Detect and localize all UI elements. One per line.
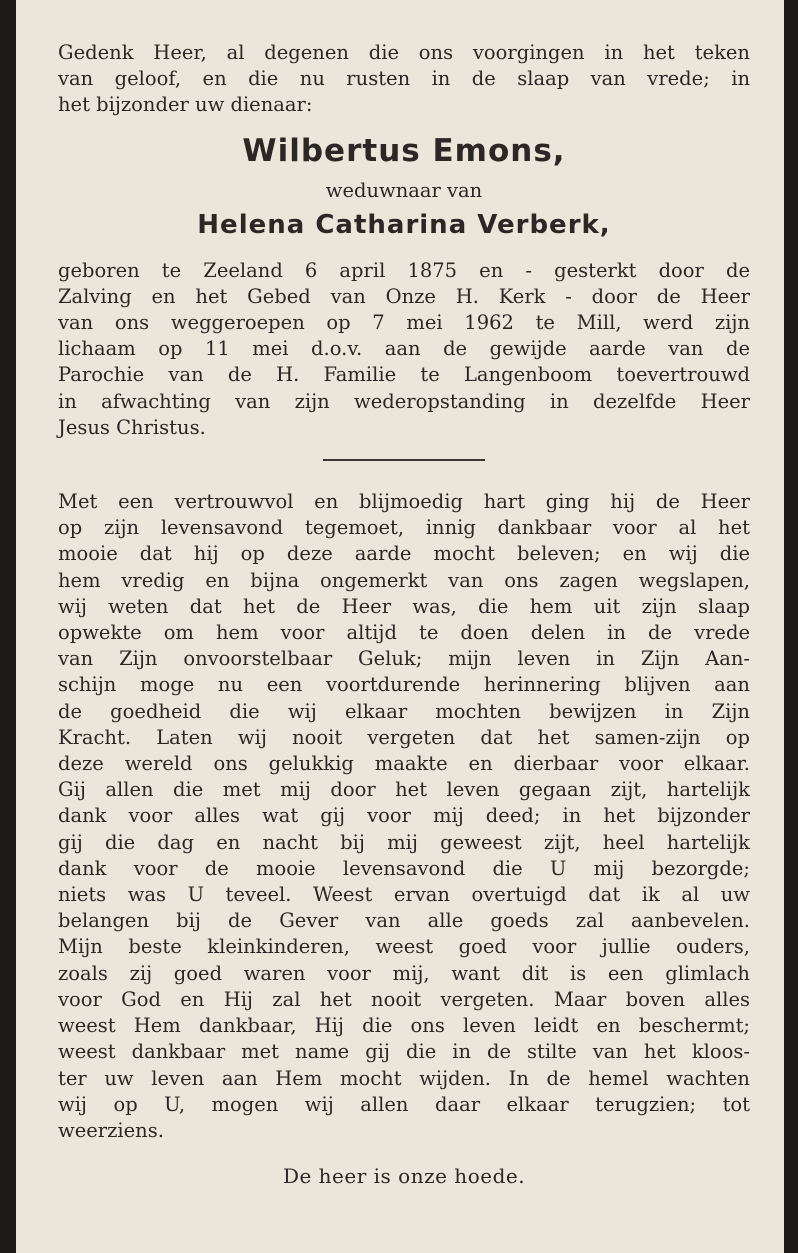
intro-prayer (58, 40, 750, 119)
message-line: Gij allen die met mij door het leven gegaan zijt, hartelijk (58, 778, 750, 802)
message-line: Mijn beste kleinkinderen, weest goed voor jullie ouders, (58, 935, 750, 959)
message-line: ter uw leven aan Hem mocht wijden. In de hemel wachten (58, 1066, 750, 1090)
biography-line: Jesus Christus. (58, 415, 206, 439)
farewell-message (58, 489, 750, 1144)
intro-line: het bijzonder uw dienaar: (58, 93, 313, 117)
biography-line: van ons weggeroepen op 7 mei 1962 te Mill, werd zijn (58, 311, 750, 335)
message-line: deze wereld ons gelukkig maakte en dierbaar voor elkaar. (58, 752, 750, 776)
closing-motto: De heer is onze hoede. (282, 1164, 526, 1189)
message-line: schijn moge nu een voortdurende herinnering blijven aan (58, 673, 750, 697)
message-line: weest Hem dankbaar, Hij die ons leven leidt en beschermt; (58, 1014, 750, 1038)
message-line: op zijn levensavond tegemoet, innig dankbaar voor al het (58, 516, 750, 540)
message-line: opwekte om hem voor altijd te doen delen in de vrede (58, 621, 750, 645)
message-line: zoals zij goed waren voor mij, want dit is een glimlach (58, 961, 750, 985)
spouse-name: Helena Catharina Verberk, (197, 209, 611, 240)
message-line: hem vredig en bijna ongemerkt van ons zagen wegslapen, (58, 568, 750, 592)
card-content (58, 40, 750, 1188)
message-line: weerziens. (58, 1118, 164, 1142)
message-line: mooie dat hij op deze aarde mocht beleven; en wij die (58, 542, 750, 566)
message-line: weest dankbaar met name gij die in de stilte van het kloos- (58, 1040, 750, 1064)
mourning-border-right (784, 0, 798, 1253)
biography-line: Parochie van de H. Familie te Langenboom toevertrouwd (58, 363, 750, 387)
message-line: dank voor alles wat gij voor mij deed; in het bijzonder (58, 804, 750, 828)
intro-line: Gedenk Heer, al degenen die ons voorgingen in het teken (58, 41, 750, 64)
biography-line: in afwachting van zijn wederopstanding in dezelfde Heer (58, 389, 750, 413)
message-line: gij die dag en nacht bij mij geweest zijt, heel hartelijk (58, 830, 750, 854)
biography-line: Zalving en het Gebed van Onze H. Kerk - door de Heer (58, 284, 750, 308)
biography (58, 258, 750, 441)
intro-line: van geloof, en die nu rusten in de slaap van vrede; in (58, 67, 750, 91)
message-line: voor God en Hij zal het nooit vergeten. Maar boven alles (58, 987, 750, 1011)
message-line: de goedheid die wij elkaar mochten bewijzen in Zijn (58, 699, 750, 723)
message-line: wij op U, mogen wij allen daar elkaar terugzien; tot (58, 1092, 750, 1116)
mourning-border-left (0, 0, 16, 1253)
message-line: van Zijn onvoorstelbaar Geluk; mijn leven in Zijn Aan- (58, 647, 750, 671)
message-line: niets was U teveel. Weest ervan overtuigd dat ik al uw (58, 883, 750, 907)
message-line: wij weten dat het de Heer was, die hem uit zijn slaap (58, 594, 750, 618)
message-line: belangen bij de Gever van alle goeds zal aanbevelen. (58, 909, 750, 933)
message-line: Kracht. Laten wij nooit vergeten dat het samen-zijn op (58, 725, 750, 749)
biography-line: geboren te Zeeland 6 april 1875 en - gesterkt door de (58, 258, 750, 282)
deceased-name: Wilbertus Emons, (242, 132, 566, 169)
biography-line: lichaam op 11 mei d.o.v. aan de gewijde aarde van de (58, 337, 750, 361)
message-line: dank voor de mooie levensavond die U mij bezorgde; (58, 856, 750, 880)
relation-text: weduwnaar van (325, 178, 483, 202)
divider-rule (323, 459, 485, 461)
message-line: Met een vertrouwvol en blijmoedig hart ging hij de Heer (58, 490, 750, 514)
